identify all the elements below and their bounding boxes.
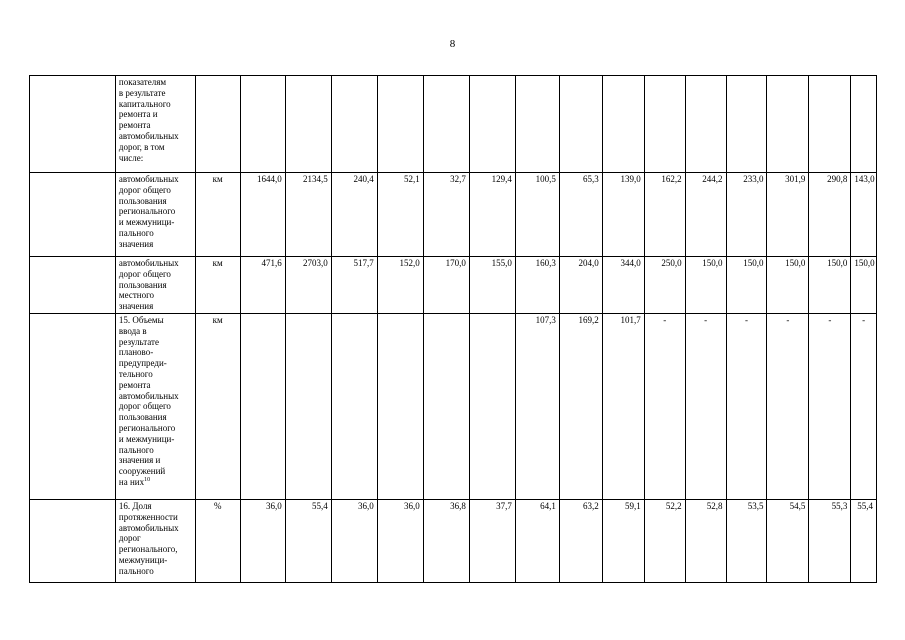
value-cell: -	[851, 313, 877, 499]
value-cell: 54,5	[767, 499, 809, 582]
value-cell: 150,0	[726, 257, 767, 314]
row-label-line: в результате	[118, 87, 166, 98]
value-cell: -	[809, 313, 851, 499]
row-label-line: ремонта	[118, 379, 151, 390]
value-cell	[602, 76, 644, 173]
value-cell: 244,2	[685, 173, 726, 257]
row-unit: %	[195, 499, 240, 582]
value-cell	[240, 76, 285, 173]
value-cell	[469, 313, 515, 499]
value-cell: -	[644, 313, 685, 499]
row-blank-cell	[30, 313, 116, 499]
value-cell: 204,0	[559, 257, 602, 314]
row-label-line: значения	[118, 238, 154, 249]
row-label	[115, 499, 195, 582]
row-label	[115, 313, 195, 499]
row-label-line: 16. Доля	[118, 500, 152, 511]
table-row	[30, 173, 877, 257]
row-label	[115, 76, 195, 173]
row-label-line: пользования	[118, 279, 167, 290]
value-cell: 344,0	[602, 257, 644, 314]
value-cell: 107,3	[515, 313, 559, 499]
row-blank-cell	[30, 257, 116, 314]
value-cell: 55,4	[851, 499, 877, 582]
row-label-line: значения	[118, 301, 154, 312]
value-cell: 32,7	[423, 173, 469, 257]
value-cell	[851, 76, 877, 173]
row-blank-cell	[30, 76, 116, 173]
value-cell: 36,0	[377, 499, 423, 582]
row-unit: км	[195, 173, 240, 257]
row-label-line: протяженности	[118, 511, 178, 522]
footnote-marker: 10	[144, 476, 151, 483]
value-cell: 160,3	[515, 257, 559, 314]
row-label-line: автомобильных	[118, 390, 179, 401]
row-label-line: межмуници-	[118, 554, 168, 565]
row-label-line: дорог, в том	[118, 141, 165, 152]
value-cell: 290,8	[809, 173, 851, 257]
row-label-line: дорог	[118, 533, 141, 544]
row-label-line: автомобильных	[118, 174, 179, 184]
row-label-line: капитального	[118, 98, 171, 109]
value-cell: 36,0	[331, 499, 377, 582]
value-cell: 65,3	[559, 173, 602, 257]
value-cell	[469, 76, 515, 173]
row-label-line: пального	[118, 227, 154, 238]
value-cell: 471,6	[240, 257, 285, 314]
row-label-line: автомобильных	[118, 522, 179, 533]
value-cell: 139,0	[602, 173, 644, 257]
row-label-line: регионального	[118, 206, 176, 217]
row-label-line: и межмуници-	[118, 433, 175, 444]
row-label-line: пользования	[118, 412, 167, 423]
value-cell: 150,0	[851, 257, 877, 314]
value-cell	[331, 76, 377, 173]
row-blank-cell	[30, 173, 116, 257]
row-label-line: пользования	[118, 195, 167, 206]
value-cell: 36,0	[240, 499, 285, 582]
value-cell	[767, 76, 809, 173]
row-blank-cell	[30, 499, 116, 582]
row-label-line: предупреди-	[118, 358, 167, 369]
value-cell: 37,7	[469, 499, 515, 582]
row-label-line: дорог общего	[118, 184, 171, 195]
row-label-line: результате	[118, 336, 159, 347]
table-row	[30, 257, 877, 314]
row-label-line: на них$^{10}$	[118, 476, 151, 487]
value-cell: 155,0	[469, 257, 515, 314]
row-label-line: и межмуници-	[118, 217, 175, 228]
value-cell: 129,4	[469, 173, 515, 257]
value-cell: 162,2	[644, 173, 685, 257]
value-cell: 250,0	[644, 257, 685, 314]
value-cell: 101,7	[602, 313, 644, 499]
value-cell	[726, 76, 767, 173]
row-label-line: регионального	[118, 422, 176, 433]
row-label-line: ввода в	[118, 325, 147, 336]
value-cell	[644, 76, 685, 173]
row-label-line: планово-	[118, 347, 154, 358]
row-label-line: значения и	[118, 455, 161, 466]
value-cell	[285, 313, 331, 499]
value-cell: 100,5	[515, 173, 559, 257]
row-label-line: местного	[118, 290, 155, 301]
value-cell: 152,0	[377, 257, 423, 314]
value-cell: 517,7	[331, 257, 377, 314]
value-cell: 52,1	[377, 173, 423, 257]
value-cell: -	[726, 313, 767, 499]
value-cell: 1644,0	[240, 173, 285, 257]
value-cell: 55,4	[285, 499, 331, 582]
table-row	[30, 499, 877, 582]
row-label-line: 15. Объемы	[118, 314, 164, 325]
value-cell: 52,2	[644, 499, 685, 582]
value-cell: 143,0	[851, 173, 877, 257]
value-cell	[285, 76, 331, 173]
row-label-line: ремонта	[118, 120, 151, 131]
value-cell: 240,4	[331, 173, 377, 257]
value-cell	[685, 76, 726, 173]
value-cell: 2134,5	[285, 173, 331, 257]
value-cell: 59,1	[602, 499, 644, 582]
value-cell: 150,0	[767, 257, 809, 314]
value-cell: 36,8	[423, 499, 469, 582]
value-cell	[377, 76, 423, 173]
table-row	[30, 76, 877, 173]
value-cell: 170,0	[423, 257, 469, 314]
row-label-line: автомобильных	[118, 258, 179, 268]
row-label-line: дорог общего	[118, 401, 171, 412]
value-cell	[240, 313, 285, 499]
row-label-line: автомобильных	[118, 130, 179, 141]
value-cell: 55,3	[809, 499, 851, 582]
row-label-line: регионального,	[118, 544, 178, 555]
row-label-line: показателям	[118, 77, 167, 87]
value-cell: 301,9	[767, 173, 809, 257]
row-unit: км	[195, 313, 240, 499]
row-label-line: дорог общего	[118, 268, 171, 279]
value-cell: 150,0	[685, 257, 726, 314]
value-cell: -	[685, 313, 726, 499]
row-label-line: ремонта и	[118, 109, 158, 120]
value-cell: 150,0	[809, 257, 851, 314]
value-cell: 53,5	[726, 499, 767, 582]
page-number: 8	[449, 38, 456, 50]
table-row	[30, 313, 877, 499]
row-unit	[195, 76, 240, 173]
value-cell	[809, 76, 851, 173]
row-label-line: сооружений	[118, 466, 166, 477]
value-cell: 169,2	[559, 313, 602, 499]
row-label-line: числе:	[118, 152, 144, 163]
value-cell	[377, 313, 423, 499]
value-cell	[559, 76, 602, 173]
value-cell: 2703,0	[285, 257, 331, 314]
row-unit: км	[195, 257, 240, 314]
value-cell: 233,0	[726, 173, 767, 257]
row-label	[115, 257, 195, 314]
data-table	[29, 75, 877, 583]
value-cell: 64,1	[515, 499, 559, 582]
value-cell	[423, 76, 469, 173]
row-label-line: тельного	[118, 368, 153, 379]
row-label-line: пального	[118, 444, 154, 455]
value-cell	[515, 76, 559, 173]
value-cell: 63,2	[559, 499, 602, 582]
row-label	[115, 173, 195, 257]
row-label-line: пального	[118, 565, 154, 576]
value-cell	[423, 313, 469, 499]
value-cell: -	[767, 313, 809, 499]
value-cell: 52,8	[685, 499, 726, 582]
value-cell	[331, 313, 377, 499]
